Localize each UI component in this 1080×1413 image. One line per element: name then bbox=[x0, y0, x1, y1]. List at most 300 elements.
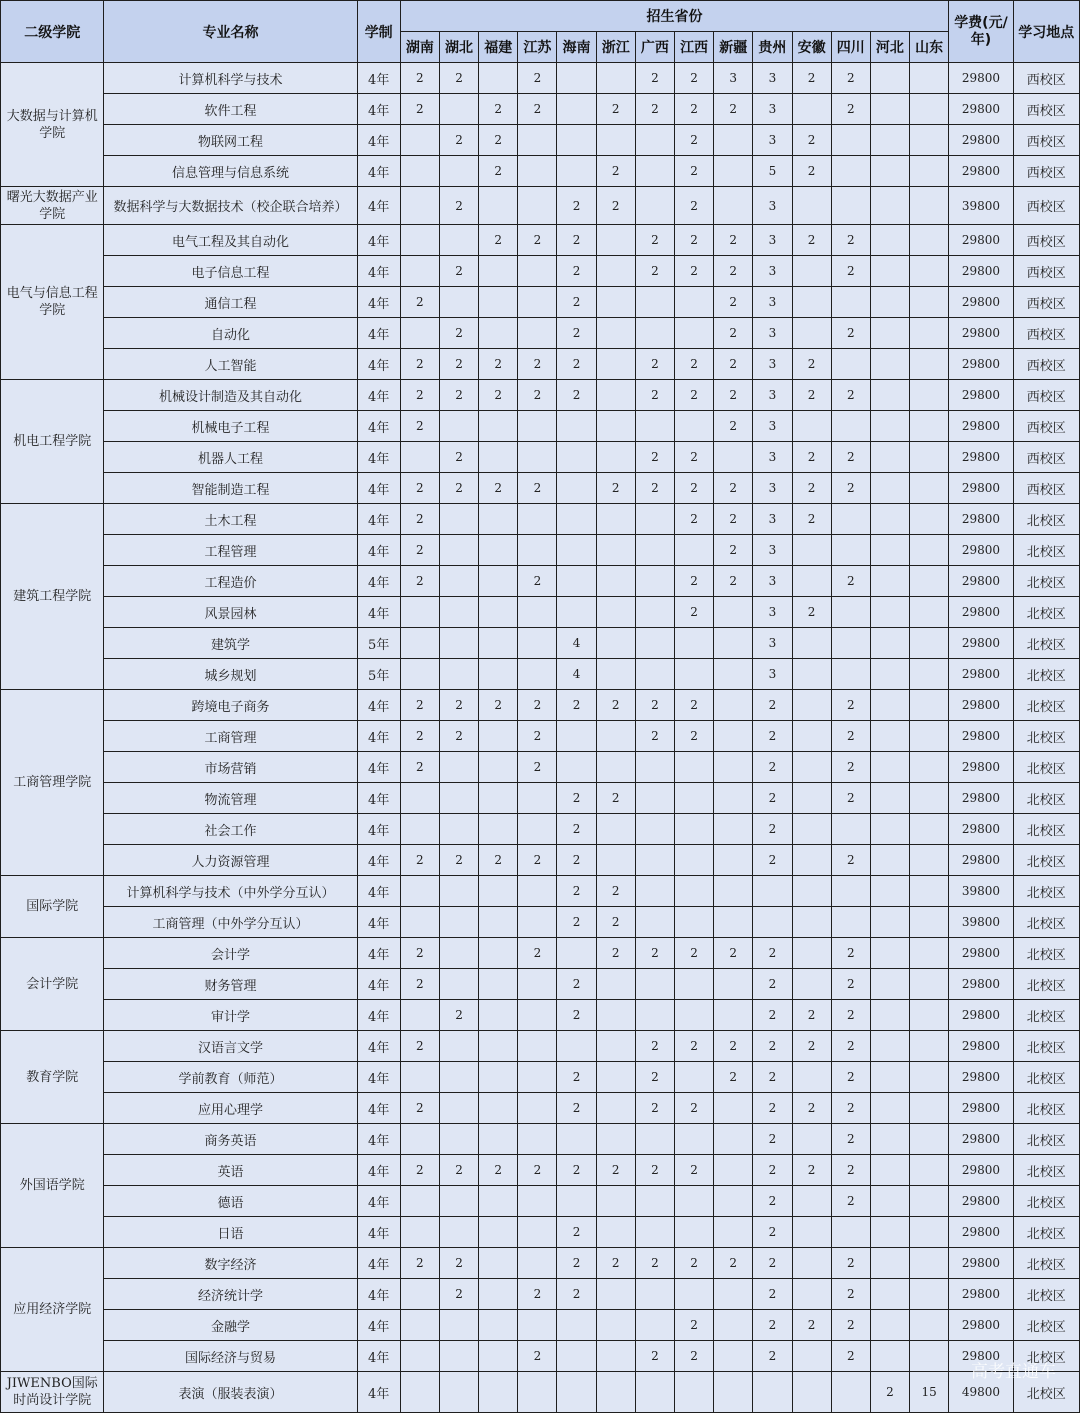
quota-cell: 2 bbox=[831, 721, 870, 752]
province-header: 新疆 bbox=[714, 32, 753, 63]
quota-cell bbox=[439, 1341, 478, 1372]
quota-cell: 2 bbox=[674, 1248, 713, 1279]
location-cell: 北校区 bbox=[1013, 1093, 1079, 1124]
college-name: 建筑工程学院 bbox=[1, 504, 104, 690]
quota-cell bbox=[753, 876, 792, 907]
quota-cell: 2 bbox=[674, 94, 713, 125]
quota-cell: 2 bbox=[831, 1062, 870, 1093]
location-cell: 西校区 bbox=[1013, 63, 1079, 94]
quota-cell bbox=[479, 969, 518, 1000]
fee-cell: 29800 bbox=[949, 349, 1013, 380]
quota-cell: 2 bbox=[596, 690, 635, 721]
province-header: 湖北 bbox=[439, 32, 478, 63]
table-row bbox=[1, 411, 1080, 442]
quota-cell bbox=[479, 1217, 518, 1248]
location-cell: 北校区 bbox=[1013, 1310, 1079, 1341]
quota-cell bbox=[674, 845, 713, 876]
duration-cell: 4年 bbox=[357, 473, 400, 504]
quota-cell: 2 bbox=[831, 94, 870, 125]
quota-cell bbox=[831, 187, 870, 225]
quota-cell bbox=[635, 628, 674, 659]
quota-cell bbox=[596, 256, 635, 287]
quota-cell bbox=[596, 1093, 635, 1124]
fee-cell: 39800 bbox=[949, 907, 1013, 938]
quota-cell: 2 bbox=[518, 225, 557, 256]
quota-cell: 2 bbox=[439, 1000, 478, 1031]
table-row bbox=[1, 597, 1080, 628]
table-row bbox=[1, 63, 1080, 94]
quota-cell bbox=[792, 814, 831, 845]
quota-cell bbox=[596, 659, 635, 690]
quota-cell: 2 bbox=[400, 845, 439, 876]
quota-cell bbox=[518, 1186, 557, 1217]
college-name: JIWENBO国际时尚设计学院 bbox=[1, 1372, 104, 1413]
quota-cell: 2 bbox=[714, 256, 753, 287]
location-cell: 北校区 bbox=[1013, 1341, 1079, 1372]
fee-cell: 29800 bbox=[949, 473, 1013, 504]
quota-cell bbox=[479, 442, 518, 473]
quota-cell bbox=[674, 1372, 713, 1413]
quota-cell: 2 bbox=[831, 566, 870, 597]
quota-cell bbox=[557, 94, 596, 125]
quota-cell bbox=[831, 411, 870, 442]
quota-cell bbox=[400, 187, 439, 225]
quota-cell bbox=[714, 1000, 753, 1031]
quota-cell: 2 bbox=[635, 473, 674, 504]
duration-cell: 4年 bbox=[357, 1341, 400, 1372]
quota-cell: 2 bbox=[831, 1093, 870, 1124]
quota-cell: 2 bbox=[753, 1031, 792, 1062]
quota-cell bbox=[870, 783, 909, 814]
quota-cell bbox=[400, 814, 439, 845]
quota-cell: 2 bbox=[400, 1093, 439, 1124]
quota-cell: 2 bbox=[596, 938, 635, 969]
quota-cell bbox=[792, 1186, 831, 1217]
quota-cell bbox=[518, 1372, 557, 1413]
major-name: 工程管理 bbox=[104, 535, 357, 566]
quota-cell: 2 bbox=[714, 287, 753, 318]
quota-cell bbox=[439, 1310, 478, 1341]
quota-cell: 2 bbox=[753, 1310, 792, 1341]
quota-cell: 2 bbox=[674, 256, 713, 287]
quota-cell bbox=[479, 256, 518, 287]
quota-cell bbox=[439, 597, 478, 628]
quota-cell bbox=[910, 1248, 949, 1279]
quota-cell: 2 bbox=[674, 1031, 713, 1062]
quota-cell: 2 bbox=[753, 814, 792, 845]
quota-cell: 3 bbox=[753, 628, 792, 659]
quota-cell: 2 bbox=[635, 721, 674, 752]
quota-cell: 2 bbox=[714, 318, 753, 349]
quota-cell: 3 bbox=[753, 442, 792, 473]
quota-cell: 2 bbox=[753, 1248, 792, 1279]
quota-cell bbox=[635, 411, 674, 442]
quota-cell: 2 bbox=[714, 94, 753, 125]
quota-cell: 2 bbox=[831, 969, 870, 1000]
quota-cell: 2 bbox=[792, 63, 831, 94]
location-cell: 北校区 bbox=[1013, 876, 1079, 907]
duration-cell: 4年 bbox=[357, 690, 400, 721]
table-row bbox=[1, 1093, 1080, 1124]
quota-cell bbox=[714, 1124, 753, 1155]
quota-cell bbox=[792, 845, 831, 876]
fee-cell: 29800 bbox=[949, 411, 1013, 442]
table-row bbox=[1, 318, 1080, 349]
quota-cell bbox=[400, 318, 439, 349]
quota-cell: 2 bbox=[557, 814, 596, 845]
quota-cell bbox=[557, 566, 596, 597]
quota-cell: 3 bbox=[753, 411, 792, 442]
quota-cell bbox=[518, 1248, 557, 1279]
quota-cell bbox=[596, 535, 635, 566]
quota-cell bbox=[635, 1279, 674, 1310]
quota-cell: 2 bbox=[596, 1248, 635, 1279]
table-row bbox=[1, 1248, 1080, 1279]
quota-cell bbox=[557, 535, 596, 566]
quota-cell bbox=[792, 318, 831, 349]
quota-cell: 3 bbox=[753, 225, 792, 256]
quota-cell bbox=[870, 156, 909, 187]
quota-cell: 2 bbox=[792, 1155, 831, 1186]
quota-cell: 2 bbox=[518, 1341, 557, 1372]
table-row bbox=[1, 287, 1080, 318]
province-header: 广西 bbox=[635, 32, 674, 63]
quota-cell: 2 bbox=[792, 442, 831, 473]
table-row bbox=[1, 783, 1080, 814]
quota-cell: 2 bbox=[674, 566, 713, 597]
province-header: 贵州 bbox=[753, 32, 792, 63]
quota-cell: 2 bbox=[831, 442, 870, 473]
duration-cell: 4年 bbox=[357, 1124, 400, 1155]
college-name: 电气与信息工程学院 bbox=[1, 225, 104, 380]
quota-cell bbox=[792, 876, 831, 907]
quota-cell: 2 bbox=[714, 1062, 753, 1093]
fee-cell: 29800 bbox=[949, 938, 1013, 969]
major-name: 机械电子工程 bbox=[104, 411, 357, 442]
quota-cell: 2 bbox=[753, 1279, 792, 1310]
quota-cell bbox=[557, 597, 596, 628]
quota-cell bbox=[439, 876, 478, 907]
quota-cell bbox=[635, 969, 674, 1000]
quota-cell: 2 bbox=[831, 473, 870, 504]
province-header: 四川 bbox=[831, 32, 870, 63]
quota-cell: 2 bbox=[753, 1093, 792, 1124]
duration-cell: 4年 bbox=[357, 783, 400, 814]
quota-cell bbox=[870, 504, 909, 535]
quota-cell bbox=[910, 125, 949, 156]
quota-cell: 2 bbox=[596, 187, 635, 225]
quota-cell: 3 bbox=[753, 318, 792, 349]
location-cell: 北校区 bbox=[1013, 1372, 1079, 1413]
quota-cell bbox=[714, 1341, 753, 1372]
quota-cell bbox=[518, 628, 557, 659]
college-name: 机电工程学院 bbox=[1, 380, 104, 504]
quota-cell bbox=[439, 659, 478, 690]
quota-cell: 2 bbox=[400, 411, 439, 442]
quota-cell bbox=[596, 566, 635, 597]
fee-cell: 39800 bbox=[949, 187, 1013, 225]
table-row bbox=[1, 566, 1080, 597]
quota-cell bbox=[714, 1372, 753, 1413]
fee-cell: 29800 bbox=[949, 845, 1013, 876]
quota-cell bbox=[910, 907, 949, 938]
duration-cell: 4年 bbox=[357, 535, 400, 566]
watermark: 高考直通车 bbox=[971, 1362, 1056, 1382]
quota-cell bbox=[674, 907, 713, 938]
quota-cell bbox=[870, 94, 909, 125]
quota-cell: 2 bbox=[674, 690, 713, 721]
quota-cell bbox=[870, 256, 909, 287]
quota-cell bbox=[596, 504, 635, 535]
quota-cell bbox=[870, 1341, 909, 1372]
quota-cell bbox=[792, 1124, 831, 1155]
quota-cell bbox=[479, 597, 518, 628]
quota-cell bbox=[439, 1093, 478, 1124]
quota-cell bbox=[479, 566, 518, 597]
quota-cell bbox=[635, 876, 674, 907]
quota-cell bbox=[518, 969, 557, 1000]
duration-cell: 4年 bbox=[357, 752, 400, 783]
quota-cell: 2 bbox=[596, 783, 635, 814]
quota-cell bbox=[479, 1093, 518, 1124]
quota-cell bbox=[792, 938, 831, 969]
quota-cell: 2 bbox=[792, 597, 831, 628]
quota-cell: 2 bbox=[674, 1341, 713, 1372]
quota-cell bbox=[792, 659, 831, 690]
fee-cell: 29800 bbox=[949, 504, 1013, 535]
quota-cell bbox=[870, 1248, 909, 1279]
table-row bbox=[1, 752, 1080, 783]
quota-cell bbox=[714, 1155, 753, 1186]
quota-cell bbox=[753, 907, 792, 938]
major-name: 财务管理 bbox=[104, 969, 357, 1000]
duration-cell: 5年 bbox=[357, 659, 400, 690]
quota-cell bbox=[674, 783, 713, 814]
quota-cell: 2 bbox=[635, 1155, 674, 1186]
major-name: 应用心理学 bbox=[104, 1093, 357, 1124]
quota-cell bbox=[792, 566, 831, 597]
duration-cell: 4年 bbox=[357, 349, 400, 380]
duration-cell: 4年 bbox=[357, 1093, 400, 1124]
quota-cell bbox=[910, 473, 949, 504]
quota-cell bbox=[792, 1062, 831, 1093]
quota-cell: 2 bbox=[714, 380, 753, 411]
location-cell: 西校区 bbox=[1013, 287, 1079, 318]
quota-cell bbox=[870, 876, 909, 907]
duration-cell: 4年 bbox=[357, 256, 400, 287]
quota-cell: 2 bbox=[831, 63, 870, 94]
college-name: 外国语学院 bbox=[1, 1124, 104, 1248]
quota-cell: 2 bbox=[479, 380, 518, 411]
location-cell: 北校区 bbox=[1013, 1000, 1079, 1031]
quota-cell bbox=[635, 535, 674, 566]
quota-cell bbox=[674, 1124, 713, 1155]
quota-cell: 2 bbox=[831, 318, 870, 349]
quota-cell: 3 bbox=[753, 287, 792, 318]
location-cell: 西校区 bbox=[1013, 256, 1079, 287]
quota-cell bbox=[910, 783, 949, 814]
quota-cell bbox=[635, 156, 674, 187]
quota-cell bbox=[910, 938, 949, 969]
quota-cell bbox=[714, 597, 753, 628]
quota-cell: 2 bbox=[714, 535, 753, 566]
quota-cell bbox=[557, 1186, 596, 1217]
quota-cell: 2 bbox=[674, 349, 713, 380]
quota-cell: 2 bbox=[674, 1093, 713, 1124]
quota-cell: 2 bbox=[518, 349, 557, 380]
duration-cell: 4年 bbox=[357, 318, 400, 349]
quota-cell bbox=[635, 1186, 674, 1217]
location-cell: 北校区 bbox=[1013, 938, 1079, 969]
quota-cell: 2 bbox=[714, 225, 753, 256]
table-row bbox=[1, 1155, 1080, 1186]
quota-cell bbox=[910, 628, 949, 659]
quota-cell bbox=[596, 125, 635, 156]
quota-cell: 3 bbox=[753, 349, 792, 380]
quota-cell bbox=[910, 1217, 949, 1248]
quota-cell bbox=[910, 845, 949, 876]
table-row bbox=[1, 1310, 1080, 1341]
quota-cell: 3 bbox=[753, 94, 792, 125]
quota-cell bbox=[557, 1372, 596, 1413]
quota-cell bbox=[792, 690, 831, 721]
quota-cell bbox=[792, 1341, 831, 1372]
table-row bbox=[1, 1000, 1080, 1031]
quota-cell bbox=[910, 876, 949, 907]
location-cell: 西校区 bbox=[1013, 411, 1079, 442]
quota-cell: 2 bbox=[714, 938, 753, 969]
table-row bbox=[1, 1186, 1080, 1217]
quota-cell bbox=[479, 1062, 518, 1093]
quota-cell bbox=[596, 442, 635, 473]
quota-cell: 2 bbox=[714, 411, 753, 442]
quota-cell bbox=[479, 752, 518, 783]
major-name: 工商管理（中外学分互认） bbox=[104, 907, 357, 938]
quota-cell bbox=[518, 1093, 557, 1124]
province-header: 山东 bbox=[910, 32, 949, 63]
quota-cell: 2 bbox=[831, 1155, 870, 1186]
quota-cell bbox=[400, 256, 439, 287]
quota-cell: 2 bbox=[400, 721, 439, 752]
quota-cell bbox=[518, 504, 557, 535]
quota-cell: 2 bbox=[557, 256, 596, 287]
table-row bbox=[1, 1062, 1080, 1093]
quota-cell bbox=[910, 659, 949, 690]
quota-cell bbox=[400, 628, 439, 659]
quota-cell bbox=[870, 597, 909, 628]
quota-cell bbox=[910, 535, 949, 566]
quota-cell bbox=[518, 125, 557, 156]
fee-cell: 39800 bbox=[949, 876, 1013, 907]
quota-cell bbox=[831, 504, 870, 535]
quota-cell: 2 bbox=[753, 1217, 792, 1248]
quota-cell bbox=[831, 1372, 870, 1413]
quota-cell bbox=[792, 94, 831, 125]
quota-cell bbox=[479, 411, 518, 442]
quota-cell bbox=[714, 442, 753, 473]
quota-cell bbox=[635, 187, 674, 225]
quota-cell bbox=[870, 1093, 909, 1124]
quota-cell bbox=[870, 721, 909, 752]
major-name: 城乡规划 bbox=[104, 659, 357, 690]
fee-cell: 29800 bbox=[949, 628, 1013, 659]
quota-cell bbox=[870, 380, 909, 411]
quota-cell bbox=[439, 1031, 478, 1062]
college-name: 大数据与计算机学院 bbox=[1, 63, 104, 187]
quota-cell bbox=[674, 628, 713, 659]
quota-cell: 2 bbox=[753, 721, 792, 752]
location-cell: 西校区 bbox=[1013, 125, 1079, 156]
quota-cell bbox=[831, 535, 870, 566]
quota-cell: 2 bbox=[400, 380, 439, 411]
quota-cell: 2 bbox=[518, 845, 557, 876]
quota-cell: 2 bbox=[831, 1279, 870, 1310]
major-name: 工程造价 bbox=[104, 566, 357, 597]
quota-cell bbox=[635, 1310, 674, 1341]
fee-cell: 29800 bbox=[949, 1310, 1013, 1341]
quota-cell bbox=[910, 1000, 949, 1031]
quota-cell bbox=[439, 535, 478, 566]
quota-cell: 2 bbox=[635, 94, 674, 125]
quota-cell bbox=[870, 628, 909, 659]
quota-cell bbox=[792, 969, 831, 1000]
quota-cell bbox=[557, 1341, 596, 1372]
quota-cell bbox=[479, 1310, 518, 1341]
quota-cell bbox=[439, 628, 478, 659]
quota-cell bbox=[439, 504, 478, 535]
quota-cell bbox=[596, 1031, 635, 1062]
quota-cell bbox=[518, 597, 557, 628]
quota-cell bbox=[518, 1124, 557, 1155]
table-row bbox=[1, 535, 1080, 566]
fee-cell: 29800 bbox=[949, 442, 1013, 473]
quota-cell: 3 bbox=[753, 125, 792, 156]
fee-cell: 29800 bbox=[949, 814, 1013, 845]
duration-cell: 4年 bbox=[357, 125, 400, 156]
college-name: 应用经济学院 bbox=[1, 1248, 104, 1372]
quota-cell: 2 bbox=[479, 349, 518, 380]
major-name: 电气工程及其自动化 bbox=[104, 225, 357, 256]
quota-cell: 2 bbox=[439, 256, 478, 287]
quota-cell bbox=[635, 783, 674, 814]
location-cell: 西校区 bbox=[1013, 94, 1079, 125]
quota-cell: 2 bbox=[674, 187, 713, 225]
major-name: 物联网工程 bbox=[104, 125, 357, 156]
quota-cell: 2 bbox=[674, 125, 713, 156]
quota-cell bbox=[792, 1217, 831, 1248]
quota-cell bbox=[596, 1310, 635, 1341]
duration-header: 学制 bbox=[357, 1, 400, 63]
quota-cell: 2 bbox=[439, 1248, 478, 1279]
quota-cell bbox=[596, 752, 635, 783]
major-name: 英语 bbox=[104, 1155, 357, 1186]
fee-cell: 29800 bbox=[949, 156, 1013, 187]
quota-cell bbox=[557, 473, 596, 504]
fee-cell: 29800 bbox=[949, 535, 1013, 566]
quota-cell bbox=[870, 442, 909, 473]
table-body bbox=[1, 63, 1080, 1413]
quota-cell: 2 bbox=[831, 1248, 870, 1279]
quota-cell bbox=[479, 1186, 518, 1217]
quota-cell bbox=[910, 1124, 949, 1155]
duration-cell: 4年 bbox=[357, 1310, 400, 1341]
quota-cell: 2 bbox=[557, 845, 596, 876]
quota-cell bbox=[674, 411, 713, 442]
quota-cell bbox=[910, 156, 949, 187]
major-name: 市场营销 bbox=[104, 752, 357, 783]
quota-cell bbox=[439, 938, 478, 969]
quota-cell bbox=[439, 783, 478, 814]
